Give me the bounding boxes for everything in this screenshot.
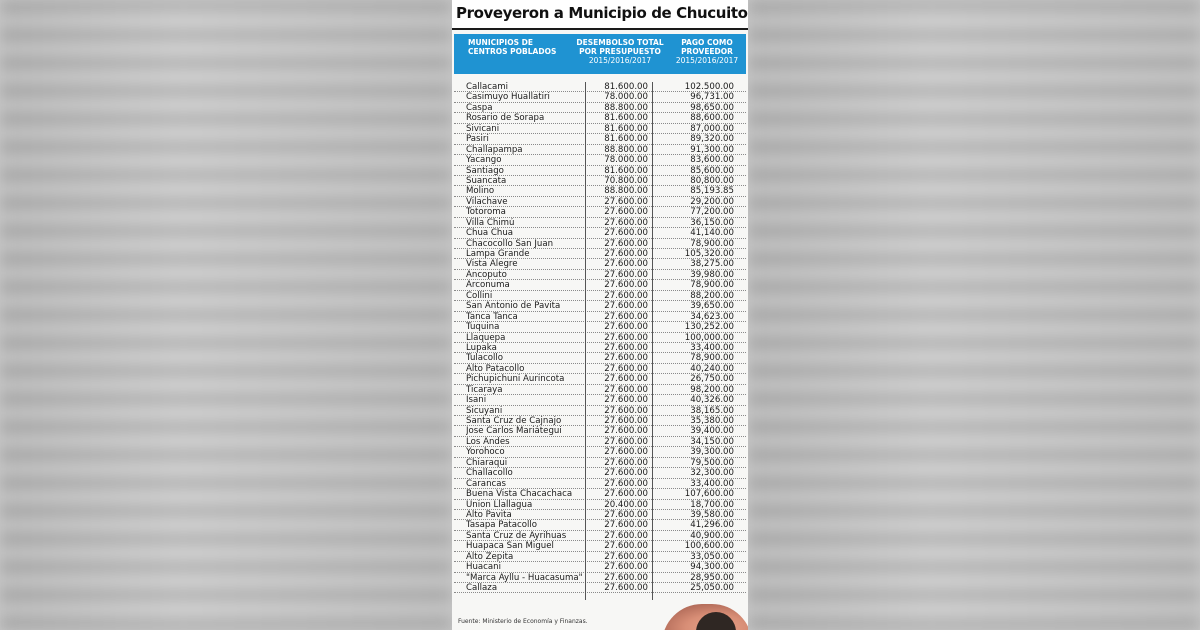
paid-value: 78,900.00 [690, 238, 734, 249]
paid-value: 77,200.00 [690, 207, 734, 218]
table-row [454, 531, 746, 541]
budget-value: 27.600.00 [604, 280, 648, 291]
table-row [454, 416, 746, 426]
budget-value: 27.600.00 [604, 405, 648, 416]
budget-value: 81.600.00 [604, 113, 648, 124]
municipio-name: Collini [466, 290, 493, 301]
budget-value: 20.400.00 [604, 499, 648, 510]
paid-value: 39,650.00 [690, 301, 734, 312]
paid-value: 41,140.00 [690, 228, 734, 239]
table-row [454, 176, 746, 186]
municipio-name: Chua Chua [466, 228, 514, 239]
municipio-name: Vista Alegre [466, 259, 518, 270]
municipio-name: Alto Patacollo [466, 363, 525, 374]
table-row [454, 228, 746, 238]
table-row [454, 155, 746, 165]
table-row [454, 322, 746, 332]
municipio-name: Lampa Grande [466, 249, 530, 259]
table-row [454, 301, 746, 311]
budget-value: 27.600.00 [604, 530, 648, 541]
paid-value: 36,150.00 [690, 217, 734, 228]
table-row [454, 489, 746, 499]
municipio-name: Ticaraya [466, 384, 503, 395]
municipio-name: Ancoputo [466, 269, 507, 280]
table-row [454, 437, 746, 447]
budget-value: 27.600.00 [604, 468, 648, 479]
paid-value: 39,980.00 [690, 269, 734, 280]
title-bar [452, 0, 748, 30]
municipio-name: Lupaka [466, 342, 497, 353]
municipio-name: Totoroma [466, 207, 506, 218]
budget-value: 27.600.00 [604, 196, 648, 207]
paid-value: 29,200.00 [690, 196, 734, 207]
budget-value: 27.600.00 [604, 353, 648, 364]
budget-value: 81.600.00 [604, 82, 648, 92]
budget-value: 27.600.00 [604, 342, 648, 353]
table-row [454, 573, 746, 583]
municipio-name: Pasiri [466, 134, 489, 145]
paid-value: 96,731.00 [690, 92, 734, 103]
paid-value: 78,900.00 [690, 353, 734, 364]
paid-value: 88,600.00 [690, 113, 734, 124]
municipio-name: Santa Cruz de Cajnajo [466, 416, 562, 426]
infographic-panel [452, 0, 748, 630]
table-row [454, 134, 746, 144]
municipio-name: Huacani [466, 562, 502, 573]
table-row [454, 458, 746, 468]
table-row [454, 364, 746, 374]
table-row [454, 541, 746, 551]
source-note: Fuente: Ministerio de Economía y Finanzas. [458, 618, 588, 625]
paid-value: 102.500.00 [684, 82, 734, 92]
municipio-name: Alto Pavita [466, 509, 512, 520]
paid-value: 100,600.00 [684, 541, 734, 552]
municipio-name: Challacollo [466, 468, 513, 479]
budget-value: 27.600.00 [604, 207, 648, 218]
municipio-name: "Marca Ayllu - Huacasuma" [466, 572, 583, 583]
municipio-name: Molino [466, 186, 495, 197]
budget-value: 27.600.00 [604, 384, 648, 395]
paid-value: 39,580.00 [690, 509, 734, 520]
page-title: Proveyeron a Municipio de Chucuito [456, 4, 748, 22]
table-row [454, 280, 746, 290]
budget-value: 27.600.00 [604, 301, 648, 312]
municipio-name: Tulacollo [466, 353, 504, 364]
paid-value: 25,050.00 [690, 583, 734, 593]
table-row [454, 218, 746, 228]
paid-value: 26,750.00 [690, 374, 734, 385]
municipio-name: Vilachave [466, 196, 508, 207]
header-pago-years: 2015/2016/2017 [675, 56, 739, 65]
budget-value: 27.600.00 [604, 269, 648, 280]
paid-value: 105,320.00 [684, 249, 734, 259]
paid-value: 40,240.00 [690, 363, 734, 374]
municipio-name: Sivicani [466, 123, 500, 134]
municipio-name: Jose Carlos Mariátegui [466, 426, 562, 437]
municipio-name: Callaza [466, 583, 498, 593]
paid-value: 28,950.00 [690, 572, 734, 583]
municipio-name: Huapaca San Miguel [466, 541, 554, 552]
paid-value: 107,600.00 [684, 489, 734, 500]
budget-value: 27.600.00 [604, 332, 648, 343]
budget-value: 27.600.00 [604, 583, 648, 593]
table-row [454, 186, 746, 196]
table-row [454, 259, 746, 269]
paid-value: 35,380.00 [690, 416, 734, 426]
paid-value: 80,800.00 [690, 175, 734, 186]
paid-value: 83,600.00 [690, 155, 734, 166]
budget-value: 88.800.00 [604, 186, 648, 197]
budget-value: 78.000.00 [604, 155, 648, 166]
budget-value: 70.800.00 [604, 175, 648, 186]
municipio-name: Villa Chimú [466, 217, 515, 228]
table-row [454, 385, 746, 395]
municipio-name: Arconuma [466, 280, 510, 291]
paid-value: 79,500.00 [690, 457, 734, 468]
budget-value: 27.600.00 [604, 416, 648, 426]
table-row [454, 124, 746, 134]
municipio-name: Carancas [466, 478, 506, 489]
municipio-name: Los Andes [466, 436, 510, 447]
municipio-name: Tasapa Patacollo [466, 520, 538, 531]
budget-value: 27.600.00 [604, 447, 648, 458]
paid-value: 130,252.00 [684, 322, 734, 333]
paid-value: 94,300.00 [690, 562, 734, 573]
header-pago [668, 38, 746, 65]
municipio-name: Llaquepa [466, 332, 506, 343]
column-divider [652, 82, 653, 600]
table-row [454, 468, 746, 478]
municipio-name: Tanca Tanca [466, 311, 518, 322]
budget-value: 27.600.00 [604, 311, 648, 322]
table-row [454, 353, 746, 363]
budget-value: 27.600.00 [604, 228, 648, 239]
table-row [454, 113, 746, 123]
table-header [454, 34, 746, 74]
table-row [454, 312, 746, 322]
budget-value: 27.600.00 [604, 374, 648, 385]
municipio-name: Casimuyo Huallatiri [466, 92, 550, 103]
municipio-name: Rosario de Sorapa [466, 113, 545, 124]
table-row [454, 239, 746, 249]
paid-value: 34,150.00 [690, 436, 734, 447]
municipio-name: Sicuyani [466, 405, 503, 416]
budget-value: 27.600.00 [604, 290, 648, 301]
table-row [454, 82, 746, 92]
paid-value: 33,400.00 [690, 478, 734, 489]
header-desembolso-label: DESEMBOLSO TOTAL POR PRESUPUESTO [576, 38, 664, 56]
municipio-name: Suancata [466, 175, 507, 186]
table-row [454, 562, 746, 572]
table-row [454, 166, 746, 176]
table-row [454, 479, 746, 489]
budget-value: 27.600.00 [604, 238, 648, 249]
paid-value: 32,300.00 [690, 468, 734, 479]
paid-value: 88,200.00 [690, 290, 734, 301]
header-municipios: MUNICIPIOS DE CENTROS POBLADOS [468, 38, 557, 56]
column-divider [585, 82, 586, 600]
municipio-name: San Antonio de Pavita [466, 301, 561, 312]
paid-value: 38,275.00 [690, 259, 734, 270]
municipio-name: Isani [466, 395, 487, 406]
table-row [454, 103, 746, 113]
budget-value: 81.600.00 [604, 165, 648, 176]
budget-value: 27.600.00 [604, 457, 648, 468]
budget-value: 27.600.00 [604, 541, 648, 552]
budget-value: 27.600.00 [604, 249, 648, 259]
municipio-name: Chiaraqui [466, 457, 508, 468]
table-row [454, 92, 746, 102]
table-row [454, 145, 746, 155]
paid-value: 85,193.85 [690, 186, 734, 197]
budget-value: 81.600.00 [604, 134, 648, 145]
paid-value: 40,900.00 [690, 530, 734, 541]
paid-value: 89,320.00 [690, 134, 734, 145]
municipio-name: Challapampa [466, 144, 523, 155]
budget-value: 27.600.00 [604, 217, 648, 228]
municipio-name: Yacango [466, 155, 502, 166]
paid-value: 98,200.00 [690, 384, 734, 395]
budget-value: 27.600.00 [604, 426, 648, 437]
header-desembolso-years: 2015/2016/2017 [588, 56, 652, 65]
paid-value: 100,000.00 [684, 332, 734, 343]
table-row [454, 583, 746, 593]
table-row [454, 374, 746, 384]
table-row [454, 343, 746, 353]
budget-value: 27.600.00 [604, 520, 648, 531]
paid-value: 78,900.00 [690, 280, 734, 291]
paid-value: 85,600.00 [690, 165, 734, 176]
municipio-name: Pichupichuni Aurincota [466, 374, 565, 385]
municipio-name: Santa Cruz de Ayrihuas [466, 530, 567, 541]
table-row [454, 447, 746, 457]
municipio-name: Chacocollo San Juan [466, 238, 554, 249]
paid-value: 34,623.00 [690, 311, 734, 322]
paid-value: 38,165.00 [690, 405, 734, 416]
budget-value: 88.800.00 [604, 144, 648, 155]
paid-value: 39,400.00 [690, 426, 734, 437]
budget-value: 88.800.00 [604, 102, 648, 113]
municipio-name: Union Llallagua [466, 499, 533, 510]
budget-value: 27.600.00 [604, 436, 648, 447]
table-row [454, 552, 746, 562]
table-row [454, 207, 746, 217]
budget-value: 81.600.00 [604, 123, 648, 134]
municipio-name: Callacami [466, 82, 509, 92]
table-row [454, 510, 746, 520]
municipio-name: Buena Vista Chacachaca [466, 489, 573, 500]
paid-value: 33,050.00 [690, 551, 734, 562]
table-row [454, 291, 746, 301]
table-row [454, 426, 746, 436]
paid-value: 87,000.00 [690, 123, 734, 134]
municipio-name: Alto Zepita [466, 551, 514, 562]
budget-value: 27.600.00 [604, 395, 648, 406]
table-row [454, 333, 746, 343]
municipio-name: Tuquina [466, 322, 500, 333]
blurred-background-right [748, 0, 1200, 630]
municipio-name: Caspa [466, 102, 493, 113]
budget-value: 27.600.00 [604, 322, 648, 333]
header-pago-label: PAGO COMO PROVEEDOR [681, 38, 733, 56]
table-row [454, 270, 746, 280]
header-desembolso [572, 38, 668, 65]
budget-value: 27.600.00 [604, 489, 648, 500]
table-row [454, 395, 746, 405]
budget-value: 78.000.00 [604, 92, 648, 103]
budget-value: 27.600.00 [604, 363, 648, 374]
table-row [454, 249, 746, 259]
budget-value: 27.600.00 [604, 562, 648, 573]
paid-value: 41,296.00 [690, 520, 734, 531]
budget-value: 27.600.00 [604, 259, 648, 270]
blurred-background-left [0, 0, 452, 630]
paid-value: 98,650.00 [690, 102, 734, 113]
paid-value: 40,326.00 [690, 395, 734, 406]
municipio-name: Santiago [466, 165, 504, 176]
table-body [454, 82, 746, 593]
budget-value: 27.600.00 [604, 572, 648, 583]
budget-value: 27.600.00 [604, 551, 648, 562]
table-row [454, 406, 746, 416]
table-row [454, 197, 746, 207]
paid-value: 33,400.00 [690, 342, 734, 353]
municipio-name: Yorohoco [466, 447, 505, 458]
paid-value: 39,300.00 [690, 447, 734, 458]
paid-value: 91,300.00 [690, 144, 734, 155]
budget-value: 27.600.00 [604, 509, 648, 520]
paid-value: 18,700.00 [690, 499, 734, 510]
table-row [454, 500, 746, 510]
table-row [454, 520, 746, 530]
budget-value: 27.600.00 [604, 478, 648, 489]
